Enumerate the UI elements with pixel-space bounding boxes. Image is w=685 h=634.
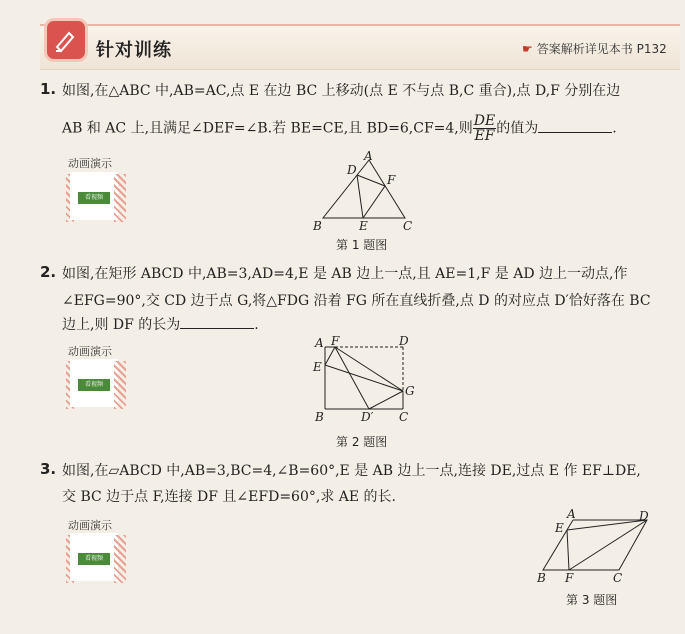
answer-blank	[180, 317, 254, 329]
fig1-label-C: C	[403, 219, 413, 232]
fig2-label-G: G	[405, 384, 415, 398]
fig3-label-F: F	[565, 571, 574, 585]
answer-blank	[538, 121, 612, 133]
qr-tag: 看视频	[78, 553, 110, 565]
problem-3-line-1: 如图,在▱ABCD 中,AB=3,BC=4,∠B=60°,E 是 AB 边上一点,连接 DE,过点 E 作 EF⊥DE,	[62, 463, 641, 479]
figure-2	[305, 335, 425, 429]
fig1-label-D: D	[347, 163, 357, 177]
animation-demo-label: 动画演示	[68, 345, 112, 358]
fraction-denominator: EF	[474, 128, 495, 144]
problem-2-line-1: 如图,在矩形 ABCD 中,AB=3,AD=4,E 是 AB 边上一点,且 AE=1,F 是 AD 边上一动点,作	[62, 266, 628, 282]
fig3-label-C: C	[613, 571, 623, 585]
figure-2-caption: 第 2 题图	[336, 435, 388, 449]
problem-1-line-2: AB 和 AC 上,且满足∠DEF=∠B.若 BE=CE,且 BD=6,CF=4,则 $\frac{DE}{EF}$ 的值为 .	[62, 113, 617, 144]
fig2-label-F: F	[331, 335, 340, 348]
fig2-label-B: B	[315, 410, 324, 424]
problem-2-number: 2.	[40, 263, 57, 281]
fig3-label-E: E	[555, 521, 564, 535]
figure-1-caption: 第 1 题图	[336, 238, 388, 252]
problem-2-line-3-text: 边上,则 DF 的长为	[62, 317, 181, 333]
pointing-hand-icon: ☛	[522, 42, 533, 56]
problem-1-fraction	[473, 114, 496, 143]
animation-demo-label: 动画演示	[68, 157, 112, 170]
fig2-label-D: D	[399, 335, 409, 348]
fig3-label-D: D	[639, 509, 649, 523]
problem-1-line-2-tail: 的值为	[496, 120, 539, 137]
fig1-label-E: E	[359, 219, 368, 232]
fig2-label-E: E	[313, 360, 322, 374]
fig1-label-F: F	[387, 173, 396, 187]
problem-1-number: 1.	[40, 80, 57, 98]
fig3-label-B: B	[537, 571, 546, 585]
answer-reference-text: 答案解析详见本书 P132	[536, 42, 667, 56]
problem-1-line-2-text: AB 和 AC 上,且满足∠DEF=∠B.若 BE=CE,且 BD=6,CF=4,则	[62, 120, 473, 137]
qr-code[interactable]	[66, 357, 126, 413]
pencil-icon	[44, 18, 88, 62]
qr-tag: 看视频	[78, 192, 110, 204]
fig2-label-D-prime: D′	[361, 410, 374, 424]
figure-3-caption: 第 3 题图	[566, 593, 618, 607]
figure-1	[305, 150, 425, 232]
fig1-label-B: B	[313, 219, 322, 232]
animation-demo-label: 动画演示	[68, 519, 112, 532]
fraction-numerator: DE	[473, 113, 496, 129]
figure-3	[535, 508, 660, 588]
problem-3-line-2: 交 BC 边于点 F,连接 DF 且∠EFD=60°,求 AE 的长.	[62, 489, 396, 505]
qr-code[interactable]	[66, 531, 126, 587]
problem-1-line-1: 如图,在△ABC 中,AB=AC,点 E 在边 BC 上移动(点 E 不与点 B,C 重合),点 D,F 分别在边	[62, 83, 621, 99]
qr-code[interactable]	[66, 170, 126, 226]
answer-reference	[522, 40, 667, 57]
section-title: 针对训练	[96, 40, 172, 61]
fig2-label-A: A	[315, 336, 324, 350]
problem-2-line-2: ∠EFG=90°,交 CD 边于点 G,将△FDG 沿着 FG 所在直线折叠,点 D 的对应点 D′恰好落在 BC	[62, 293, 651, 309]
fig3-label-A: A	[567, 508, 576, 521]
problem-2-line-3: 边上,则 DF 的长为 .	[62, 317, 259, 333]
qr-tag: 看视频	[78, 379, 110, 391]
fig2-label-C: C	[399, 410, 409, 424]
fig1-label-A: A	[364, 150, 373, 163]
problem-3-number: 3.	[40, 460, 57, 478]
